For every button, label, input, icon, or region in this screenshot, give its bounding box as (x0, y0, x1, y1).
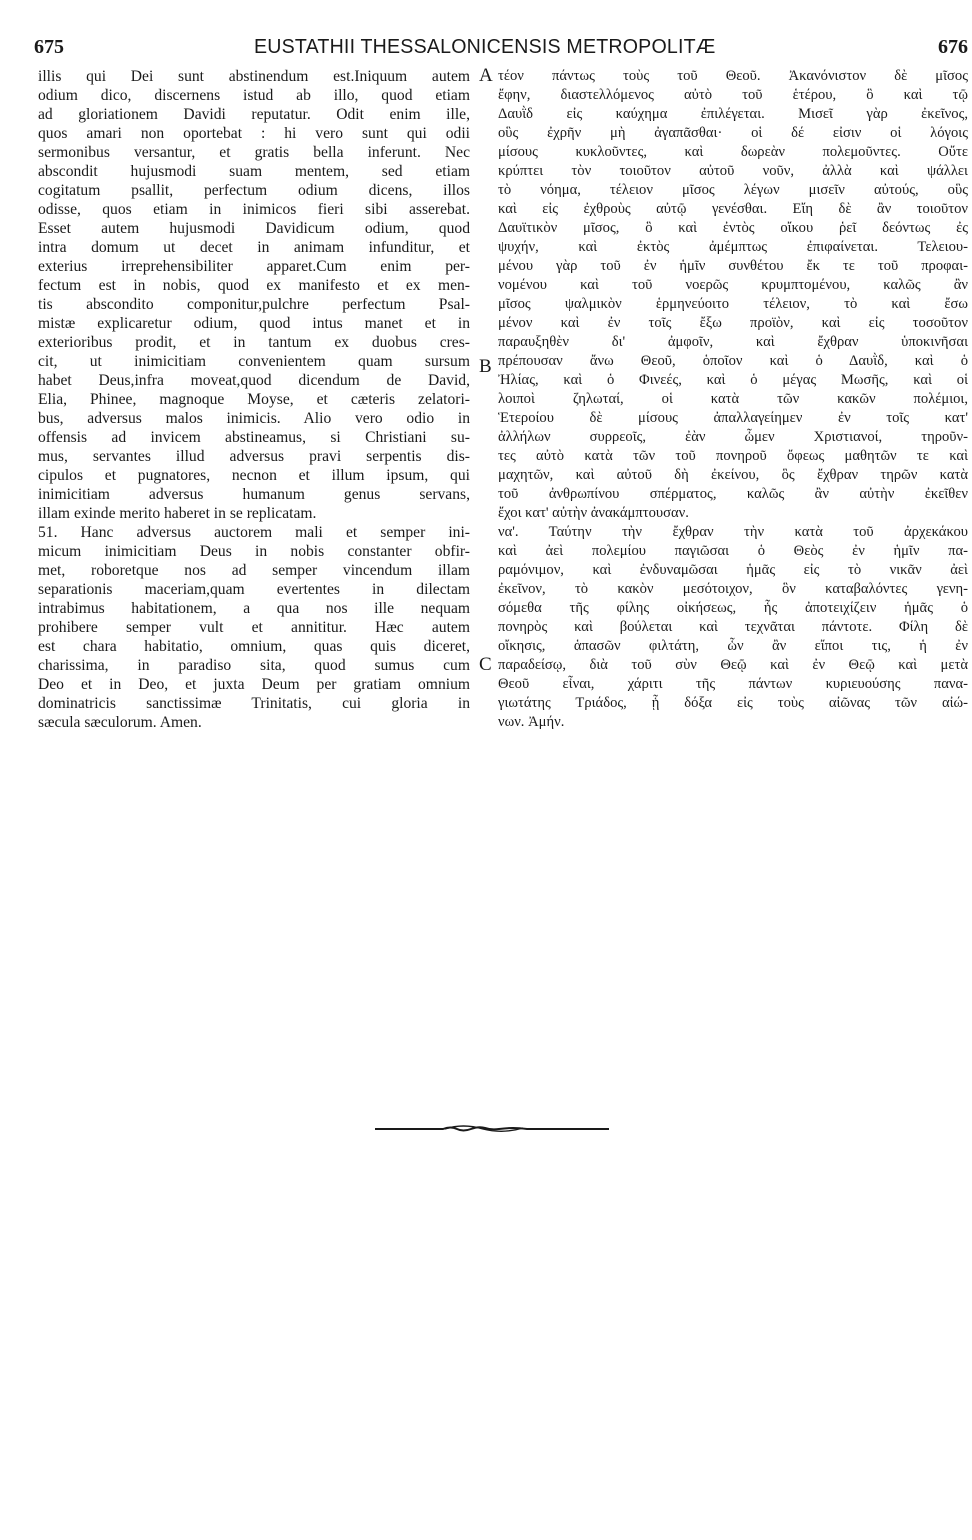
latin-text-line: intra domum ut decet in animam infunditur, et (38, 239, 470, 256)
greek-text-line: τὸ νόημα, τέλειον μῖσος λέγων μισεῖν αὐτούς, οὓς (498, 182, 968, 198)
greek-text-line: ψυχήν, καὶ ἐκτὸς ἀμέμπτως ἐπιφαίνεται. Τελειου- (498, 239, 968, 255)
latin-text-line: odium dico, discernens istud ab illo, quod etiam (38, 87, 470, 104)
greek-text-line: ἐκεῖνον, τὸ κακὸν μεσότοιχον, ὃν καταβαλόντες γενη- (498, 581, 968, 597)
latin-text-line: charissima, in paradiso sita, quod sumus cum (38, 657, 470, 674)
latin-column (38, 67, 470, 732)
latin-text-line: mus, servantes illud adversus pravi serpentis dis- (38, 448, 470, 465)
latin-text-line: abscondit hujusmodi suam mentem, sed etiam (38, 163, 470, 180)
latin-text-line: exterius irreprehensibiliter apparet.Cum enim per- (38, 258, 470, 275)
greek-text-line: νομένου καὶ τοῦ νοερῶς κρυμπτομένου, καλῶς ἂν (498, 277, 968, 293)
greek-text-line: παραυξηθὲν δι' ἀμφοῖν, καὶ ἔχθραν ὑποκινῆσαι (498, 334, 968, 350)
greek-text-line: ἔφην, διαστελλόμενος αὐτὸ τοῦ ἑτέρου, ὃ καὶ τῷ (498, 87, 968, 103)
latin-text-line: cogitatum psallit, perfectum odium dicens, illos (38, 182, 470, 199)
greek-text-line: τοῦ ἀνθρωπίνου σπέρματος, καλῶς ἂν αὐτὴν ἐκεῖθεν (498, 486, 968, 502)
latin-text-line: mistæ explicaretur odium, quod intus manet et in (38, 315, 470, 332)
latin-text-line: sermonibus versantur, et gratis bella inferunt. Nec (38, 144, 470, 161)
latin-text-line: offensis ad invicem abstineamus, si Christiani su- (38, 429, 470, 446)
greek-text-line: καὶ εἰς ἐχθροὺς αὐτῷ γενέσθαι. Εἴη δὲ ἂν τοιοῦτον (498, 201, 968, 217)
latin-text-line: prohibere semper vult et annititur. Hæc autem (38, 619, 470, 636)
latin-text-line: est chara habitatio, omnium, quas quis diceret, (38, 638, 470, 655)
greek-text-line: Ἑτεροίου δὲ μίσους ἀπαλλαγείημεν ἐν τοῖς κατ' (498, 410, 968, 426)
latin-text-line: 51. Hanc adversus auctorem mali et semper ini- (38, 524, 470, 541)
latin-text-line: quos amari non oportebat : hi vero sunt qui odii (38, 125, 470, 142)
greek-text-line: ἔχοι κατ' αὐτὴν ἀνακάμπτουσαν. (498, 505, 689, 521)
latin-text-line: cipulos et pugnatores, necnon et illum ipsum, qui (38, 467, 470, 484)
latin-text-line: intrabimus habitationem, a qua nos ille nequam (38, 600, 470, 617)
greek-text-line: μαχητῶν, καὶ αὐτοῦ δὴ ἐκείνου, ὃς ἔχθραν τηρῶν κατὰ (498, 467, 968, 483)
greek-text-line: πονηρὸς καὶ βούλεται καὶ τεχνᾶται πάντοτε. Φίλη δὲ (498, 619, 968, 635)
page-number-left: 675 (34, 36, 64, 58)
greek-text-line: ἀλλήλων συρρεοῖς, ἐὰν ὦμεν Χριστιανοί, τηροῦν- (498, 429, 968, 445)
greek-text-line: μῖσος ψαλμικὸν ἑρμηνεύοιτο τέλειον, τὸ καὶ ἔσω (498, 296, 968, 312)
latin-text-line: cit, ut inimicitiam convenientem quam sursum (38, 353, 470, 370)
latin-text-line: Elia, Phinee, magnoque Moyse, et cæteris zelatori- (38, 391, 470, 408)
greek-text-line: πρέπουσαν ἄνω Θεοῦ, ὁποῖον καὶ ὁ Δαυῒδ, καὶ ὁ (498, 353, 968, 369)
greek-text-line: τέον πάντως τοὺς τοῦ Θεοῦ. Ἀκανόνιστον δὲ μῖσος (498, 68, 968, 84)
latin-text-line: tis abscondito componitur,pulchre perfectum Psal- (38, 296, 470, 313)
latin-text-line: bus, adversus malos inimicis. Alio vero odio in (38, 410, 470, 427)
running-title: EUSTATHII THESSALONICENSIS METROPOLITÆ (254, 36, 716, 58)
greek-text-line: μίσους κυκλοῦντες, καὶ δωρεὰν πολεμοῦντες. Οὔτε (498, 144, 968, 160)
margin-letter-c: C (479, 654, 492, 675)
greek-text-line: λοιποὶ ζηλωταί, οἱ κατὰ τῶν κακῶν πολέμιοι, (498, 391, 968, 407)
latin-text-line: illis qui Dei sunt abstinendum est.Iniquum autem (38, 68, 470, 85)
greek-text-line: Δαυϊτικὸν μῖσος, ὃ καὶ ἐντὸς οἴκου ῥεῖ δεόντως ἐς (498, 220, 968, 236)
latin-text-line: fectum est in nobis, quod ex manifesto et ex men- (38, 277, 470, 294)
greek-text-line: γιωτάτης Τριάδος, ᾗ δόξα εἰς τοὺς αἰῶνας τῶν αἰώ- (498, 695, 968, 711)
greek-text-line: μένου γὰρ τοῦ ἐν ἡμῖν συνθέτου ἔκ τε τοῦ προφαι- (498, 258, 968, 274)
latin-text-line: met, roboretque nos ad semper vincendum illam (38, 562, 470, 579)
greek-text-line: οὓς ἐχρῆν μὴ ἀγαπᾶσθαι· οἱ δέ εἰσιν οἱ λόγοις (498, 125, 968, 141)
latin-text-line: illam exinde merito haberet in se replicatam. (38, 505, 317, 522)
greek-text-line: Θεοῦ εἶναι, χάριτι τῆς πάντων κυριευούσης πανα- (498, 676, 968, 692)
latin-text-line: micum inimicitiam Deus in nobis constanter obfir- (38, 543, 470, 560)
greek-text-line: Δαυῒδ εἰς καύχημα ἐπιλέγεται. Μισεῖ γὰρ ἐκεῖνος, (498, 106, 968, 122)
greek-text-line: παραδείσῳ, διὰ τοῦ σὺν Θεῷ καὶ ἐν Θεῷ καὶ μετὰ (498, 657, 968, 673)
greek-text-line: οἴκησις, ἁπασῶν φιλτάτη, ὧν ἂν εἴποι τις, ἡ ἐν (498, 638, 968, 654)
greek-text-line: κρύπτει τὸν τοιοῦτον αὐτοῦ νοῦν, ἀλλὰ καὶ ψάλλει (498, 163, 968, 179)
latin-text-line: Esset autem hujusmodi Davidicum odium, quod (38, 220, 470, 237)
greek-text-line: τες αὐτὸ κατὰ τῶν τοῦ πονηροῦ ὄφεως μαθητῶν τε καὶ (498, 448, 968, 464)
greek-text-line: να'. Ταύτην τὴν ἔχθραν τὴν κατὰ τοῦ ἀρχεκάκου (498, 524, 968, 540)
latin-text-line: separationis maceriam,quam evertentes in dilectam (38, 581, 470, 598)
greek-text-line: Ἠλίας, καὶ ὁ Φινεές, καὶ ὁ μέγας Μωσῆς, καὶ οἱ (498, 372, 968, 388)
latin-text-line: Deo et in Deo, et juxta Deum per gratiam omnium (38, 676, 470, 693)
latin-text-line: habet Deus,infra moveat,quod dicendum de David, (38, 372, 470, 389)
running-header (34, 36, 968, 66)
page-number-right: 676 (938, 36, 968, 58)
latin-text-line: inimicitiam adversus humanum genus servans, (38, 486, 470, 503)
margin-letter-b: B (479, 356, 492, 377)
latin-text-line: ad gloriationem Davidi reputatur. Odit enim ille, (38, 106, 470, 123)
end-ornament (373, 1120, 613, 1136)
greek-text-line: νων. Ἀμήν. (498, 714, 565, 730)
latin-text-line: odisse, quos etiam in inimicos fieri sibi asserebat. (38, 201, 470, 218)
latin-text-line: dominatricis sanctissimæ Trinitatis, cui gloria in (38, 695, 470, 712)
latin-text-line: exterioribus prodit, et in tantum ex duobus cres- (38, 334, 470, 351)
greek-text-line: μένον καὶ ἐν τοῖς ἔξω προϊὸν, καὶ εἰς τοσοῦτον (498, 315, 968, 331)
greek-text-line: ραμόνιμον, καὶ ἐνδυναμῶσαι ἡμᾶς εἰς τὸ νικᾶν ἀεὶ (498, 562, 968, 578)
greek-text-line: σόμεθα τῆς φίλης οἰκήσεως, ἧς ἀποτειχίζειν ἡμᾶς ὁ (498, 600, 968, 616)
greek-column (498, 67, 968, 732)
greek-text-line: καὶ ἀεὶ πολεμίου παγιῶσαι ὁ Θεὸς ἐν ἡμῖν πα- (498, 543, 968, 559)
margin-letter-a: A (479, 65, 493, 86)
latin-text-line: sæcula sæculorum. Amen. (38, 714, 202, 731)
